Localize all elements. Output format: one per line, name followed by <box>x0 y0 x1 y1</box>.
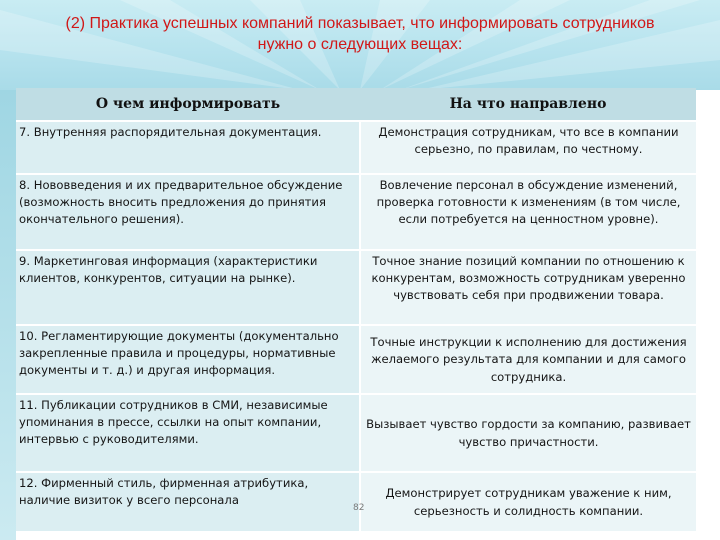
topic-cell: 12. Фирменный стиль, фирменная атрибутика, наличие визиток у всего персонала <box>16 472 360 531</box>
purpose-cell: Демонстрация сотрудникам, что все в компании серьезно, по правилам, по честному. <box>360 121 696 174</box>
column-header-purpose: На что направлено <box>360 88 696 121</box>
purpose-cell: Точное знание позиций компании по отношению к конкурентам, возможность сотрудникам уверенно чувствовать себя при продвижении товара. <box>360 250 696 325</box>
table-row <box>16 394 696 472</box>
table-row <box>16 325 696 394</box>
column-header-what: О чем информировать <box>16 88 360 121</box>
table-row <box>16 121 696 174</box>
topic-cell: 9. Маркетинговая информация (характеристики клиентов, конкурентов, ситуации на рынке). <box>16 250 360 325</box>
purpose-cell: Вызывает чувство гордости за компанию, развивает чувство причастности. <box>360 394 696 472</box>
information-table <box>16 88 696 531</box>
left-decorative-strip <box>0 90 16 540</box>
slide-title: (2) Практика успешных компаний показывает, что информировать сотрудников нужно о следующих вещах: <box>65 15 655 53</box>
table-row <box>16 250 696 325</box>
table-header-row <box>16 88 696 121</box>
purpose-cell: Точные инструкции к исполнению для достижения желаемого результата для компании и для самого сотрудника. <box>360 325 696 394</box>
table-row <box>16 472 696 531</box>
table-row <box>16 174 696 250</box>
header-band <box>0 0 720 90</box>
page-number: 82 <box>353 503 365 513</box>
topic-cell: 10. Регламентирующие документы (документально закрепленные правила и процедуры, нормативные документы и т. д.) и другая информация. <box>16 325 360 394</box>
purpose-cell: Демонстрирует сотрудникам уважение к ним, серьезность и солидность компании. <box>360 472 696 531</box>
purpose-cell: Вовлечение персонал в обсуждение изменений, проверка готовности к изменениям (в том числе, если потребуется на ценностном уровне). <box>360 174 696 250</box>
topic-cell: 7. Внутренняя распорядительная документация. <box>16 121 360 174</box>
topic-cell: 8. Нововведения и их предварительное обсуждение (возможность вносить предложения до принятия окончательного решения). <box>16 174 360 250</box>
topic-cell: 11. Публикации сотрудников в СМИ, независимые упоминания в прессе, ссылки на опыт компании, интервью с руководителями. <box>16 394 360 472</box>
